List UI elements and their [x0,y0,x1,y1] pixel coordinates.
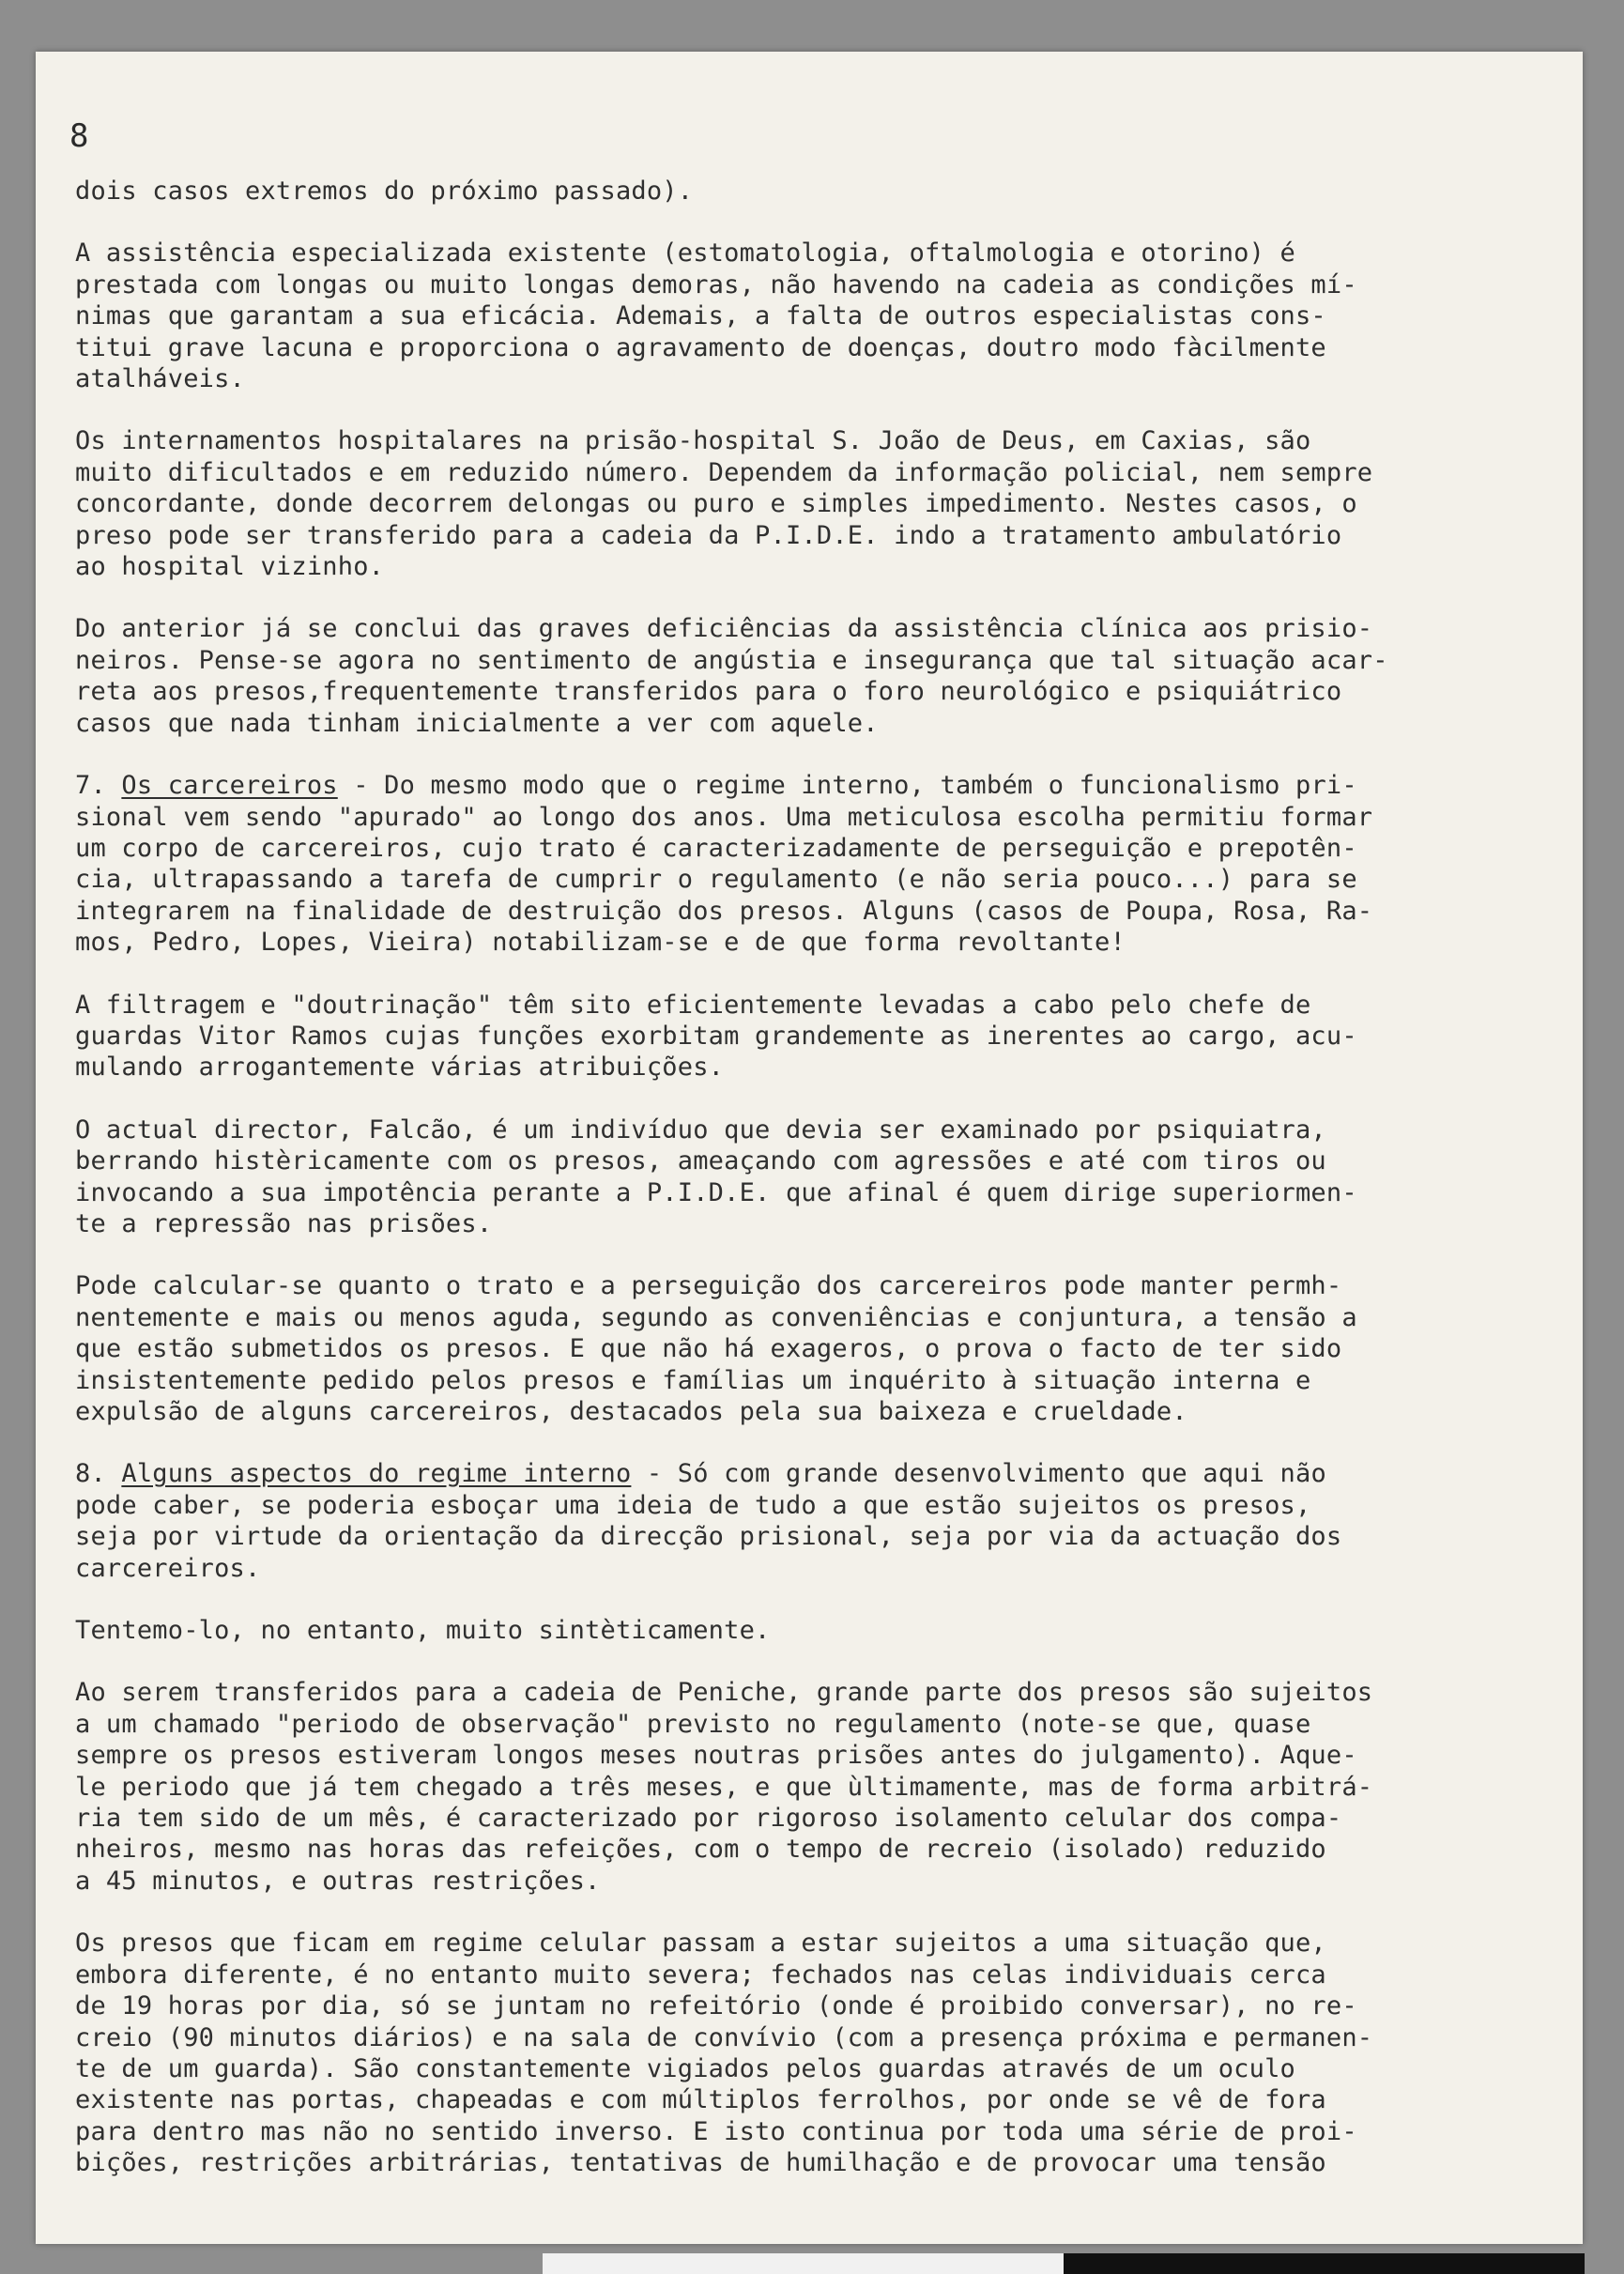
document-body [75,176,1521,2210]
paragraph [75,425,1521,582]
text-line: carcereiros. [75,1553,261,1583]
text-line: casos que nada tinham inicialmente a ver com aquele. [75,708,879,738]
text-line: Pode calcular-se quanto o trato e a perseguição dos carcereiros pode manter permh- [75,1271,1342,1301]
paragraph [75,238,1521,394]
text-line [75,1458,1521,1489]
text-fragment: - Do mesmo modo que o regime interno, também o funcionalismo pri- [337,771,1357,801]
text-line: neiros. Pense-se agora no sentimento de angústia e insegurança que tal situação acar- [75,645,1388,675]
text-line: Do anterior já se conclui das graves deficiências da assistência clínica aos prisio- [75,614,1373,644]
text-line: insistentemente pedido pelos presos e famílias um inquérito à situação interna e [75,1365,1311,1395]
scale-segment [1194,2253,1325,2274]
text-line [75,770,1521,801]
text-line: preso pode ser transferido para a cadeia da P.I.D.E. indo a tratamento ambulatório [75,520,1342,550]
paragraph [75,1615,1521,1646]
text-line: ria tem sido de um mês, é caracterizado por rigoroso isolamento celular dos compa- [75,1804,1342,1834]
text-line: para dentro mas não no sentido inverso. E isto continua por toda uma série de proi- [75,2116,1357,2146]
text-line: le periodo que já tem chegado a três meses, e que ùltimamente, mas de forma arbitrá- [75,1772,1373,1802]
text-line: a 45 minutos, e outras restrições. [75,1866,601,1896]
text-line: Ao serem transferidos para a cadeia de Peniche, grande parte dos presos são sujeitos [75,1678,1373,1708]
scale-segment [543,2253,673,2274]
text-line: ao hospital vizinho. [75,552,385,582]
section-heading: Alguns aspectos do regime interno [121,1459,632,1489]
text-line: invocando a sua impotência perante a P.I.D.E. que afinal é quem dirige superiormen- [75,1177,1357,1207]
paragraph [75,1114,1521,1240]
text-line: te de um guarda). São constantemente vigiados pelos guardas através de um oculo [75,2053,1295,2083]
text-line: cia, ultrapassando a tarefa de cumprir o regulamento (e não seria pouco...) para se [75,865,1357,895]
page-number: 8 [69,117,89,155]
text-line: atalháveis. [75,364,246,394]
scale-segment [1325,2253,1455,2274]
section-heading: Os carcereiros [121,771,338,801]
scale-segment [1064,2253,1194,2274]
text-line: Os internamentos hospitalares na prisão-hospital S. João de Deus, em Caxias, são [75,426,1311,456]
paragraph [75,990,1521,1083]
paragraph [75,1270,1521,1427]
text-line: embora diferente, é no entanto muito severa; fechados nas celas individuais cerca [75,1959,1326,1990]
text-line: dois casos extremos do próximo passado). [75,177,694,206]
text-line: que estão submetidos os presos. E que não há exageros, o prova o facto de ter sido [75,1334,1342,1364]
text-line: nheiros, mesmo nas horas das refeições, com o tempo de recreio (isolado) reduzido [75,1835,1326,1865]
text-line: seja por virtude da orientação da direcção prisional, seja por via da actuação dos [75,1522,1342,1552]
text-line: Tentemo-lo, no entanto, muito sintèticamente. [75,1616,771,1646]
text-line: guardas Vitor Ramos cujas funções exorbitam grandemente as inerentes ao cargo, acu- [75,1021,1357,1051]
text-line: prestada com longas ou muito longas demoras, não havendo na cadeia as condições mí- [75,269,1357,300]
section-number: 8. [75,1459,122,1489]
scale-segment [673,2253,804,2274]
paragraph [75,1677,1521,1897]
paragraph [75,613,1521,739]
text-line: bições, restrições arbitrárias, tentativas de humilhação e de provocar uma tensão [75,2148,1326,2178]
scale-segment [933,2253,1064,2274]
text-line: a um chamado "periodo de observação" previsto no regulamento (note-se que, quase [75,1709,1311,1739]
paragraph [75,1928,1521,2178]
scale-segment [804,2253,934,2274]
text-line: A assistência especializada existente (estomatologia, oftalmologia e otorino) é [75,238,1295,269]
text-line: O actual director, Falcão, é um indivíduo que devia ser examinado por psiquiatra, [75,1114,1326,1145]
text-line: creio (90 minutos diários) e na sala de convívio (com a presença próxima e permanen- [75,2022,1373,2052]
text-line: nentemente e mais ou menos aguda, segundo as conveniências e conjuntura, a tensão a [75,1302,1357,1332]
text-line: pode caber, se poderia esboçar uma ideia de tudo a que estão sujeitos os presos, [75,1490,1311,1520]
text-line: muito dificultados e em reduzido número. Dependem da informação policial, nem sempre [75,457,1373,487]
text-line: integrarem na finalidade de destruição dos presos. Alguns (casos de Poupa, Rosa, Ra- [75,896,1373,926]
text-fragment: - Só com grande desenvolvimento que aqui não [631,1459,1326,1489]
scan-scale-bar [543,2253,1585,2274]
text-line: expulsão de alguns carcereiros, destacados pela sua baixeza e crueldade. [75,1397,1187,1426]
text-line: mulando arrogantemente várias atribuições. [75,1052,725,1083]
text-line: titui grave lacuna e proporciona o agravamento de doenças, doutro modo fàcilmente [75,332,1326,362]
section-number: 7. [75,771,122,801]
section-8 [75,1458,1521,1584]
text-line: te a repressão nas prisões. [75,1208,493,1238]
text-line: de 19 horas por dia, só se juntam no refeitório (onde é proibido conversar), no re- [75,1991,1357,2021]
text-line: mos, Pedro, Lopes, Vieira) notabilizam-se e de que forma revoltante! [75,928,1126,958]
text-line: existente nas portas, chapeadas e com múltiplos ferrolhos, por onde se vê de fora [75,2085,1326,2115]
text-line: berrando histèricamente com os presos, ameaçando com agressões e até com tiros ou [75,1146,1326,1176]
scale-segment [1454,2253,1585,2274]
text-line: concordante, donde decorrem delongas ou puro e simples impedimento. Nestes casos, o [75,489,1357,519]
text-line: um corpo de carcereiros, cujo trato é caracterizadamente de perseguição e prepotên- [75,833,1357,863]
text-line: sional vem sendo "apurado" ao longo dos anos. Uma meticulosa escolha permitiu formar [75,802,1373,832]
section-7 [75,770,1521,958]
text-line: reta aos presos,frequentemente transferidos para o foro neurológico e psiquiátrico [75,677,1342,707]
text-line: sempre os presos estiveram longos meses noutras prisões antes do julgamento). Aque- [75,1741,1357,1771]
text-line: Os presos que ficam em regime celular passam a estar sujeitos a uma situação que, [75,1928,1326,1959]
paragraph [75,176,1521,207]
document-page [36,52,1583,2244]
text-line: A filtragem e "doutrinação" têm sito eficientemente levadas a cabo pelo chefe de [75,990,1311,1020]
text-line: nimas que garantam a sua eficácia. Ademais, a falta de outros especialistas cons- [75,301,1326,331]
